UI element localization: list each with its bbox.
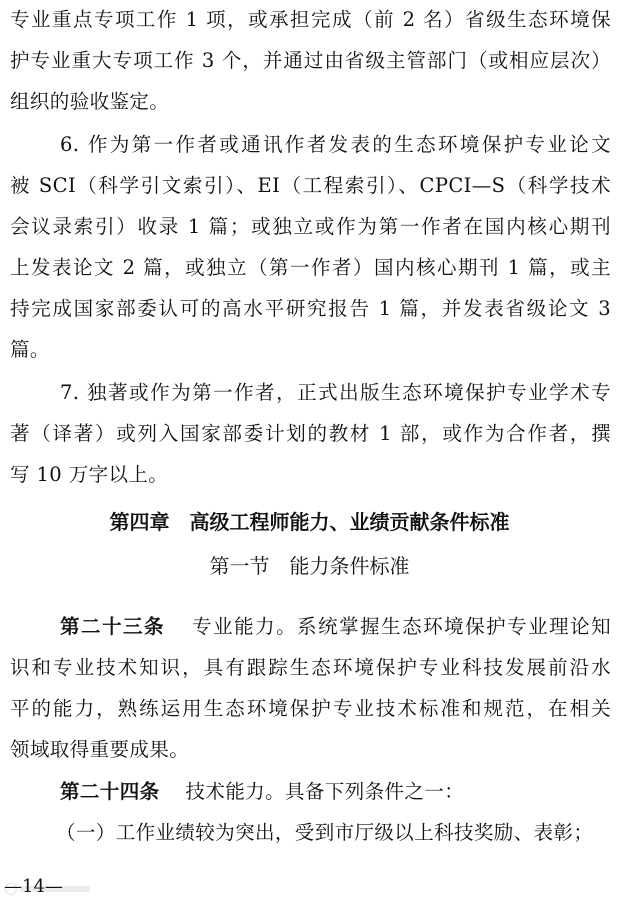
item-6-line: 会议录索引）收录 1 篇；或独立或作为第一作者在国内核心期刊 [10,215,611,238]
item-7-line: 写 10 万字以上。 [10,463,169,486]
section-heading: 第一节 能力条件标准 [209,554,410,578]
article-23-line: 领域取得重要成果。 [10,738,190,761]
article-24-line [60,780,611,804]
item-6-line: 被 SCI（科学引文索引）、EI（工程索引）、CPCI—S（科学技术 [10,174,611,197]
paragraph-line: 组织的验收鉴定。 [10,90,170,113]
item-7-line: 7. 独著或作为第一作者，正式出版生态环境保护专业学术专 [60,381,611,404]
article-23-text: 专业能力。系统掌握生态环境保护专业理论知 [191,615,611,638]
item-7-line: 著（译著）或列入国家部委计划的教材 1 部，或作为合作者，撰 [10,422,611,445]
chapter-heading: 第四章 高级工程师能力、业绩贡献条件标准 [109,510,510,534]
item-6-line: 持完成国家部委认可的高水平研究报告 1 篇，并发表省级论文 3 [10,297,611,320]
article-24-text: 技术能力。具备下列条件之一： [185,780,465,803]
page-number: —14— [4,876,63,897]
item-6-line: 6. 作为第一作者或通讯作者发表的生态环境保护专业论文 [60,133,611,156]
article-23-line: 平的能力，熟练运用生态环境保护专业技术标准和规范，在相关 [10,697,611,720]
article-23-line: 识和专业技术知识，具有跟踪生态环境保护专业科技发展前沿水 [10,656,611,679]
article-24-lead: 第二十四条 [60,780,160,803]
item-6-line: 上发表论文 2 篇，或独立（第一作者）国内核心期刊 1 篇，或主 [10,256,611,279]
item-one-line: （一）工作业绩较为突出，受到市厅级以上科技奖励、表彰； [56,821,594,844]
item-6-line: 篇。 [10,338,50,361]
article-23-line [60,615,611,639]
paragraph-line: 专业重点专项工作 1 项，或承担完成（前 2 名）省级生态环境保 [10,8,611,31]
article-23-lead: 第二十三条 [60,615,165,638]
paragraph-line: 护专业重大专项工作 3 个，并通过由省级主管部门（或相应层次） [10,49,611,72]
